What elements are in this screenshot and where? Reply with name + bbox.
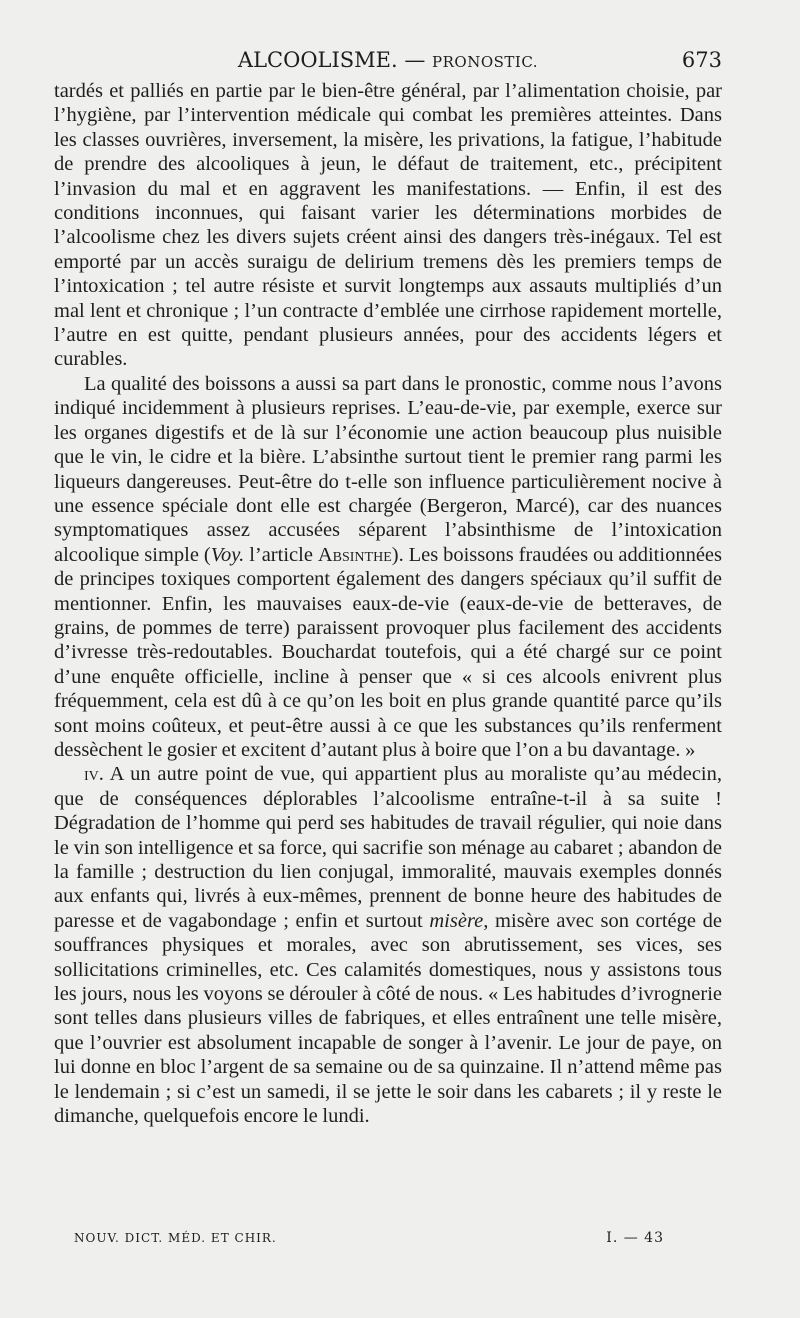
misere-emphasis: misère, — [429, 909, 489, 932]
header-title: ALCOOLISME. — [237, 48, 398, 72]
header-subtitle: PRONOSTIC. — [432, 53, 539, 71]
paragraph-2-text-c: ). Les boissons fraudées ou additionnées de principes toxiques comportent également des dangers spéciaux qu’il suffit de mentionner. Enfin, les mauvaises eaux-de-vie (eaux-de-vie de betteraves, de grains, de pommes de terre) paraissent provoquer plus facilement des accidents d’ivresse très-redoutables. Bouchardat toutefois, qui a été chargé sur ce point d’une enquête officielle, incline à penser que « si ces alcools enivrent plus fréquemment, cela est dû à ce qu’on les boit en plus grande quantité parce qu’ils sont moins coûteux, et peut-être aussi à ce que les substances qu’ils renferment dessèchent le gosier et excitent d’autant plus à boire que l’on a bu davantage. » — [54, 543, 722, 761]
paragraph-3-text-a: A un autre point de vue, qui appartient plus au moraliste qu’au médecin, que de conséquences déplorables l’alcoolisme entraîne-t-il à sa suite ! Dégradation de l’homme qui perd ses habitudes de travail régulier, qui noie dans le vin son intelligence et sa force, qui sacrifie son ménage au cabaret ; abandon de la famille ; destruction du lien conjugal, immoralité, mauvais exemples donnés aux enfants qui, livrés à eux-mêmes, prennent de bonne heure des habitudes de paresse et de vagabondage ; enfin et surtout — [54, 763, 722, 932]
footer-source: NOUV. DICT. MÉD. ET CHIR. — [74, 1231, 277, 1245]
absinthe-reference: Absinthe — [317, 543, 392, 566]
voy-abbreviation: Voy. — [210, 543, 245, 566]
paragraph-2-text-b: l’article — [244, 543, 318, 566]
page-footer — [74, 1228, 664, 1248]
body-text — [54, 79, 722, 1128]
header-separator: — — [397, 48, 433, 72]
running-header — [54, 44, 722, 76]
paragraph-3-text-b: misère avec son cortége de souffrances physiques et morales, avec son abrutissement, ses vices, ses sollicitations criminelles, etc. Ces calamités domestiques, nous y assistons tous les jours, nous les voyons se dérouler à côté de nous. « Les habitudes d’ivrognerie sont telles dans plusieurs villes de fabriques, et elles entraînent une telle misère, que l’ouvrier est absolument incapable de songer à l’avenir. Le jour de paye, on lui donne en bloc l’argent de sa semaine ou de sa quinzaine. Il n’attend même pas le lendemain ; si c’est un samedi, il se jette le soir dans les cabarets ; il y reste le dimanche, quelquefois encore le lundi. — [54, 909, 722, 1128]
paragraph-3 — [54, 762, 722, 1128]
paragraph-2-text-a: La qualité des boissons a aussi sa part dans le pronostic, comme nous l’avons indiqué incidemment à plusieurs reprises. L’eau-de-vie, par exemple, exerce sur les organes digestifs et de là sur l’économie une action beaucoup plus nuisible que le vin, le cidre et la bière. L’absinthe surtout tient le premier rang parmi les liqueurs dangereuses. Peut-être do t-elle son influence particulièrement nocive à une essence spéciale dont elle est chargée (Bergeron, Marcé), car des nuances symptomatiques assez accusées séparent l’absinthisme de l’intoxication alcoolique simple ( — [54, 372, 722, 566]
footer-signature: I. — 43 — [606, 1230, 664, 1246]
paragraph-2 — [54, 372, 722, 763]
page-number: 673 — [681, 48, 722, 72]
section-numeral: iv. — [84, 763, 104, 786]
running-title — [54, 44, 722, 78]
paragraph-1: tardés et palliés en partie par le bien-être général, par l’alimentation choisie, par l’hygiène, par l’intervention médicale qui combat les premières atteintes. Dans les classes ouvrières, inversement, la misère, les privations, la fatigue, l’habitude de prendre des alcooliques à jeun, le défaut de traitement, etc., précipitent l’invasion du mal et en aggravent les manifestations. — Enfin, il est des conditions inconnues, qui faisant varier les déterminations morbides de l’alcoolisme chez les divers sujets créent ainsi des dangers très-inégaux. Tel est emporté par un accès suraigu de delirium tremens dès les premiers temps de l’intoxication ; tel autre résiste et survit longtemps aux assauts multipliés d’un mal lent et chronique ; l’un contracte d’emblée une cirrhose rapidement mortelle, l’autre en est quitte, pendant plusieurs années, pour des accidents légers et curables. — [54, 80, 722, 371]
